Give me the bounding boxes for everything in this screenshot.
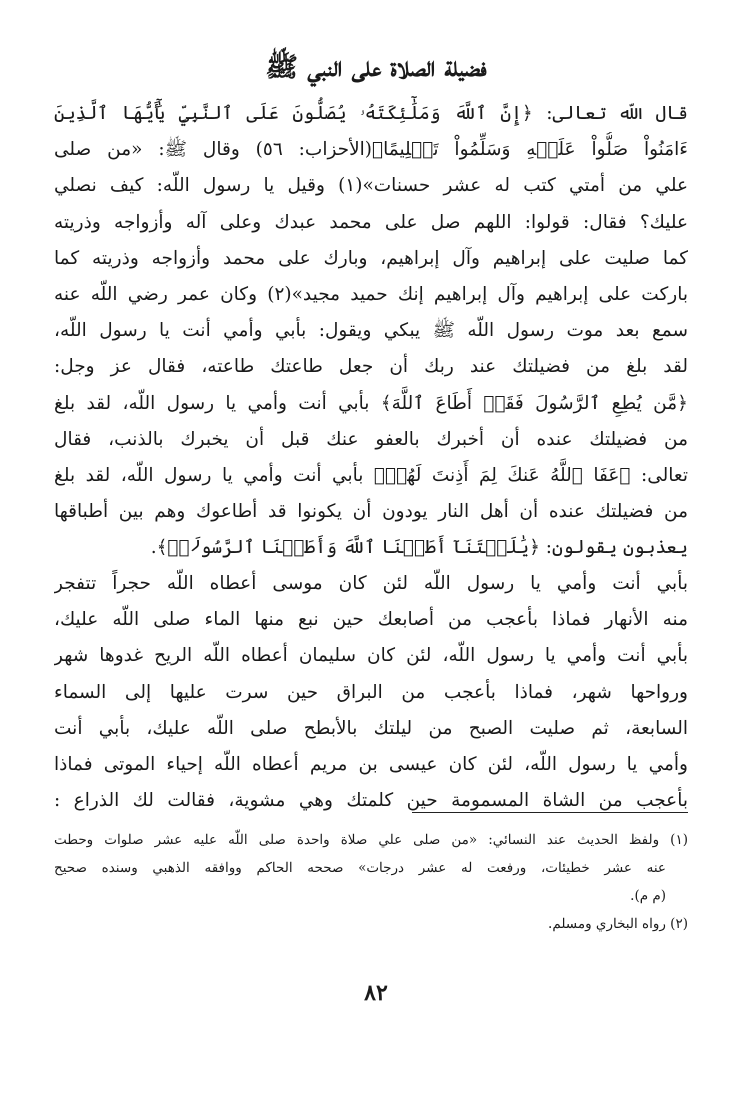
- footnote-line: (م م).: [630, 888, 666, 904]
- text-line: علي من أمتي كتب له عشر حسنات»(١) وقيل يا رسول اللّه: كيف نصلي: [54, 175, 688, 197]
- text-line: سمع بعد موت رسول اللّه ﷺ يبكي ويقول: بأبي وأمي أنت يا رسول اللّه،: [54, 320, 688, 342]
- text-line: منه الأنهار فماذا بأعجب من أصابعك حين نبع منها الماء صلى اللّه عليك،: [54, 609, 688, 631]
- text-line: وأمي يا رسول اللّه، لئن كان عيسى بن مريم أعطاه اللّه إحياء الموتى فماذا: [54, 753, 688, 775]
- text-line: السابعة، ثم صليت الصبح من ليلتك بالأبطح صلى اللّه عليك، بأبي أنت: [54, 717, 688, 739]
- text-line: كما صليت على إبراهيم وآل إبراهيم، وبارك على محمد وأزواجه وذريته كما: [54, 247, 688, 269]
- footnote-line: عنه عشر خطيئات، ورفعت له عشر درجات» صححه الحاكم ووافقه الذهبي وسنده صحيح: [54, 860, 666, 876]
- text-line: باركت على إبراهيم وآل إبراهيم إنك حميد مجيد»(٢) وكان عمر رضي اللّه عنه: [54, 283, 688, 305]
- footnote-line: (٢) رواه البخاري ومسلم.: [548, 916, 688, 932]
- page-title: فضيلة الصلاة على النبي ﷺ: [265, 52, 487, 83]
- text-line: بأبي أنت وأمي يا رسول اللّه لئن كان موسى أعطاه اللّه حجراً تتفجر: [54, 573, 688, 594]
- paragraph-1: [54, 96, 688, 566]
- text-line: تعالى: ﴿عَفَا ٱللَّهُ عَنكَ لِمَ أَذِنتَ لَهُمۡ﴾ بأبي أنت وأمي يا رسول اللّه، لقد بلغ: [54, 464, 688, 486]
- paragraph-2: [54, 566, 688, 819]
- text-line: عليك؟ فقال: قولوا: اللهم صل على محمد عبدك وعلى آله وأزواجه وذريته: [54, 211, 688, 233]
- text-line: من فضيلتك عنده أن أخبرك بالعفو عنك قبل أن يخبرك بالذنب، فقال: [54, 428, 688, 450]
- text-line: ﴿مَّن يُطِعِ ٱلرَّسُولَ فَقَدۡ أَطَاعَ ٱللَّهَ﴾ بأبي أنت وأمي يا رسول اللّه، لقد بلغ: [54, 392, 688, 414]
- text-line: يعذبون يقولون: ﴿يَٰلَيۡتَنَآ أَطَعۡنَا ٱللَّهَ وَأَطَعۡنَا ٱلرَّسُولَا۠﴾.: [150, 537, 688, 559]
- text-line: ورواحها شهر، فماذا بأعجب من البراق حين سرت عليها إلى السماء: [54, 681, 688, 703]
- footnote-line: (١) ولفظ الحديث عند النسائي: «من صلى علي صلاة واحدة صلى اللّه عليه عشر صلوات وحطت: [54, 832, 688, 848]
- text-line: قال اللّه تعالى: ﴿إِنَّ ٱللَّهَ وَمَلَٰٓئِكَتَهُۥ يُصَلُّونَ عَلَى ٱلنَّبِيِّ يَٰٓأَيُّهَا ٱلَّذِينَ: [54, 103, 688, 124]
- footnote-separator: [412, 812, 688, 813]
- text-line: ءَامَنُواْ صَلُّواْ عَلَيۡهِ وَسَلِّمُواْ تَسۡلِيمًا﴾(الأحزاب: ٥٦) وقال ﷺ: «من صلى: [54, 139, 688, 161]
- page-number: ٨٢: [364, 980, 388, 1006]
- text-line: بأعجب من الشاة المسمومة حين كلمتك وهي مشوية، فقالت لك الذراع :: [54, 790, 688, 812]
- text-line: بأبي أنت وأمي يا رسول اللّه، لئن كان سليمان أعطاه اللّه الريح غدوها شهر: [54, 645, 688, 667]
- text-line: من فضيلتك عنده أن أهل النار يودون أن يكونوا قد أطاعوك وهم بين أطباقها: [54, 501, 688, 523]
- text-line: لقد بلغ من فضيلتك عند ربك أن جعل طاعتك طاعته، فقال عز وجل:: [54, 356, 688, 378]
- footnotes: [54, 826, 688, 938]
